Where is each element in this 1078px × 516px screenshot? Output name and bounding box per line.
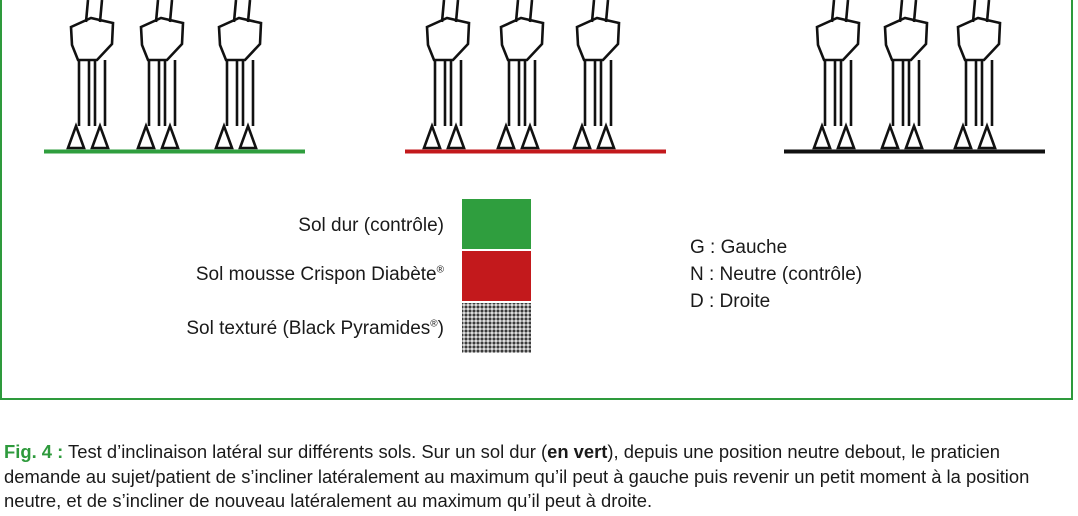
figure-caption: [4, 440, 1078, 514]
textured-floor-figure-2-neck-2: [914, 0, 916, 22]
hard-floor-figure-3-torso: [219, 18, 261, 60]
textured-floor-figure-1-foot-right: [838, 126, 854, 148]
foam-floor-figure-2-torso: [501, 18, 543, 60]
key-gauche: G : Gauche: [690, 237, 788, 258]
textured-floor-figure-1-leg-left: [825, 60, 835, 126]
foam-floor-figure-3-torso: [577, 18, 619, 60]
key-droite: D : Droite: [690, 291, 771, 312]
foam-floor-figure-1-foot-left: [424, 126, 440, 148]
caption-bold: en vert: [547, 441, 608, 462]
foam-floor-figure-3-leg-right: [601, 60, 611, 126]
foam-floor-figure-2-foot-right: [522, 126, 538, 148]
hard-floor-figure-1-leg-right: [95, 60, 105, 126]
caption-text-after: ), depuis une position neutre debout, le praticien demande au sujet/patient de s’incliner latéralement au maximum qu’il peut à gauche puis revenir un petit moment à la position neutre, et de s’incliner de nouveau latéralement au maximum qu’il peut à droite.: [4, 441, 1030, 511]
textured-floor-figure-1-torso: [817, 18, 859, 60]
foam-floor-figure-2-foot-left: [498, 126, 514, 148]
legend-label-hard-floor: Sol dur (contrôle): [298, 215, 444, 236]
foam-floor-figure-1-leg-right: [451, 60, 461, 126]
foam-floor-figure-2-leg-left: [509, 60, 519, 126]
textured-floor-figure-1-leg-right: [841, 60, 851, 126]
foam-floor-figure-1-torso: [427, 18, 469, 60]
legend-swatch-green: [462, 199, 531, 249]
textured-floor-figure-2-leg-right: [909, 60, 919, 126]
textured-floor-figure-2-foot-left: [882, 126, 898, 148]
hard-floor-figure-2-torso: [141, 18, 183, 60]
hard-floor-figure-1-leg-left: [79, 60, 89, 126]
textured-floor-figure-2-foot-right: [906, 126, 922, 148]
hard-floor-figure-2-leg-right: [165, 60, 175, 126]
hard-floor-figure-1-foot-right: [92, 126, 108, 148]
legend-label-textured-floor: Sol texturé (Black Pyramides®): [186, 318, 444, 339]
textured-floor-figure-1-foot-left: [814, 126, 830, 148]
caption-text-before: Test d’inclinaison latéral sur différents sols. Sur un sol dur (: [63, 441, 548, 462]
hard-floor-figure-2-foot-right: [162, 126, 178, 148]
hard-floor-figure-3-leg-left: [227, 60, 237, 126]
hard-floor-figure-1-torso: [71, 18, 113, 60]
hard-floor-figure-3-neck-2: [248, 0, 250, 22]
textured-floor-figure-2-torso: [885, 18, 927, 60]
hard-floor-figure-2-neck-2: [170, 0, 172, 22]
hard-floor-figure-1-foot-left: [68, 126, 84, 148]
hard-floor-figure-2-leg-left: [149, 60, 159, 126]
hard-floor-figure-3-foot-right: [240, 126, 256, 148]
hard-floor-figure-2-foot-left: [138, 126, 154, 148]
textured-floor-figure-1-neck-2: [846, 0, 848, 22]
foam-floor-figure-3-neck-2: [606, 0, 608, 22]
foam-floor-figure-2-neck-2: [530, 0, 532, 22]
textured-floor-figure-3-torso: [958, 18, 1000, 60]
hard-floor-figure-1-neck-2: [100, 0, 102, 22]
textured-floor-figure-3-neck-2: [987, 0, 989, 22]
foam-floor-figure-3-foot-right: [598, 126, 614, 148]
legend-label-foam-floor: Sol mousse Crispon Diabète®: [195, 264, 444, 285]
foam-floor-figure-1-neck-2: [456, 0, 458, 22]
caption-fig-label: Fig. 4 :: [4, 441, 64, 462]
foam-floor-figure-1-foot-right: [448, 126, 464, 148]
foam-floor-figure-3-foot-left: [574, 126, 590, 148]
legend-swatch-texture: [462, 303, 531, 353]
textured-floor-figure-2-leg-left: [893, 60, 903, 126]
key-neutre: N : Neutre (contrôle): [690, 264, 863, 285]
textured-floor-figure-3-leg-left: [966, 60, 976, 126]
textured-floor-figure-3-leg-right: [982, 60, 992, 126]
textured-floor-figure-3-foot-right: [979, 126, 995, 148]
foam-floor-figure-2-leg-right: [525, 60, 535, 126]
textured-floor-figure-3-foot-left: [955, 126, 971, 148]
hard-floor-figure-3-foot-left: [216, 126, 232, 148]
foam-floor-figure-1-leg-left: [435, 60, 445, 126]
foam-floor-figure-3-leg-left: [585, 60, 595, 126]
legend-swatch-red: [462, 251, 531, 301]
hard-floor-figure-3-leg-right: [243, 60, 253, 126]
